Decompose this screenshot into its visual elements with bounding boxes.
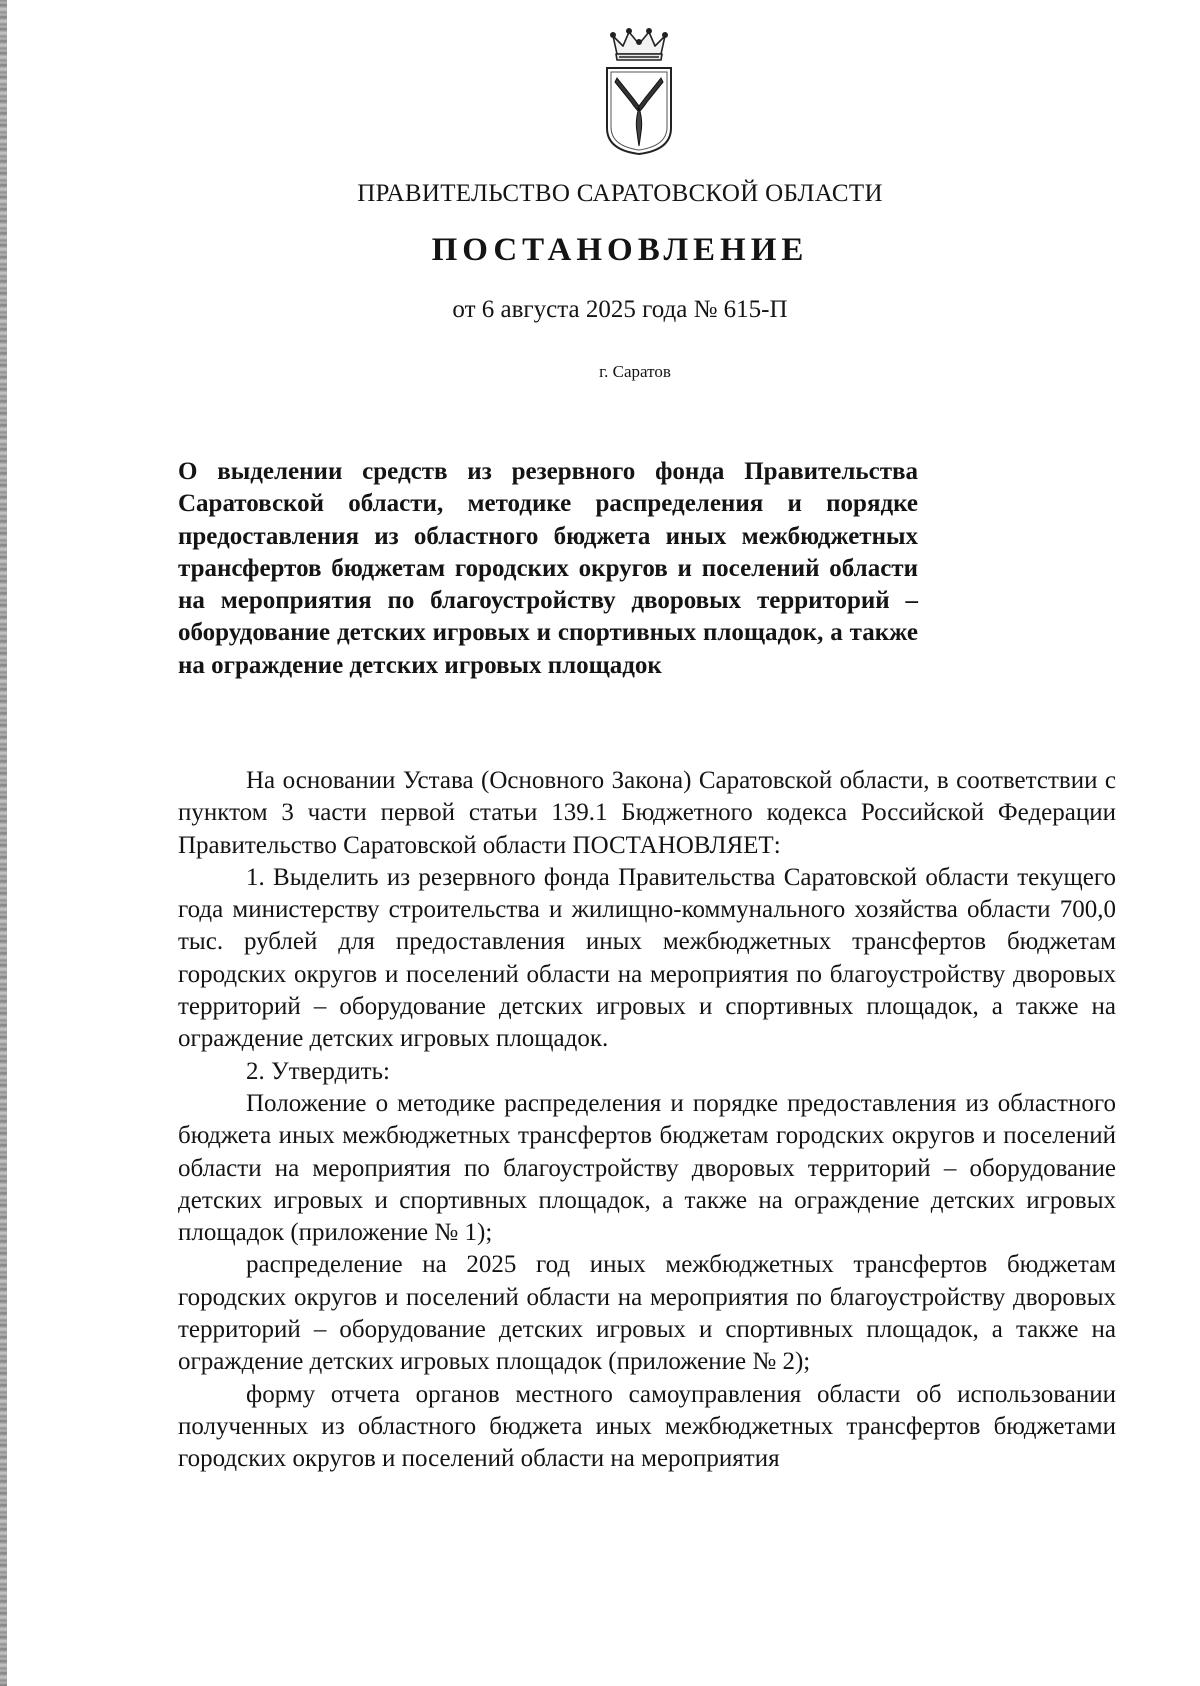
document-body bbox=[178, 765, 1116, 1476]
document-type: ПОСТАНОВЛЕНИЕ bbox=[431, 232, 809, 268]
coat-of-arms-icon bbox=[603, 28, 675, 156]
paragraph-basis: На основании Устава (Основного Закона) Саратовской области, в соответствии с пунктом 3 части первой статьи 139.1 Бюджетного кодекса Российской Федерации Правительство Саратовской области ПОСТАНОВЛЯЕТ: bbox=[178, 767, 1116, 859]
paragraph-report-form: форму отчета органов местного самоуправления области об использовании полученных из областного бюджета иных межбюджетных трансфертов бюджетами городских округов и поселений области на мероприятия bbox=[178, 1380, 1116, 1473]
document-city: г. Саратов bbox=[599, 362, 671, 381]
government-name: ПРАВИТЕЛЬСТВО САРАТОВСКОЙ ОБЛАСТИ bbox=[357, 180, 883, 207]
paragraph-item-1: 1. Выделить из резервного фонда Правительства Саратовской области текущего года министерству строительства и жилищно-коммунального хозяйства области 700,0 тыс. рублей для предоставления иных межбюджетных трансфертов бюджетам городских округов и поселений области на мероприятия по благоустройству дворовых территорий – оборудование детских игровых и спортивных площадок, а также на ограждение детских игровых площадок. bbox=[178, 863, 1116, 1053]
paragraph-regulation: Положение о методике распределения и порядке предоставления из областного бюджета иных межбюджетных трансфертов бюджетам городских округов и поселений области на мероприятия по благоустройству дворовых территорий – оборудование детских игровых и спортивных площадок, а также на ограждение детских игровых площадок (приложение № 1); bbox=[178, 1089, 1116, 1247]
paragraph-distribution: распределение на 2025 год иных межбюджетных трансфертов бюджетам городских округов и поселений области на мероприятия по благоустройству дворовых территорий – оборудование детских игровых и спортивных площадок, а также на ограждение детских игровых площадок (приложение № 2); bbox=[178, 1251, 1116, 1376]
paragraph-item-2: 2. Утвердить: bbox=[246, 1057, 390, 1085]
document-date-number: от 6 августа 2025 года № 615-П bbox=[452, 296, 788, 323]
document-title: О выделении средств из резервного фонда Правительства Саратовской области, методике распределения и порядке предоставления из областного бюджета иных межбюджетных трансфертов бюджетам городских округов и поселений области на мероприятия по благоустройству дворовых территорий – оборудование детских игровых и спортивных площадок, а также на ограждение детских игровых площадок bbox=[178, 458, 918, 679]
